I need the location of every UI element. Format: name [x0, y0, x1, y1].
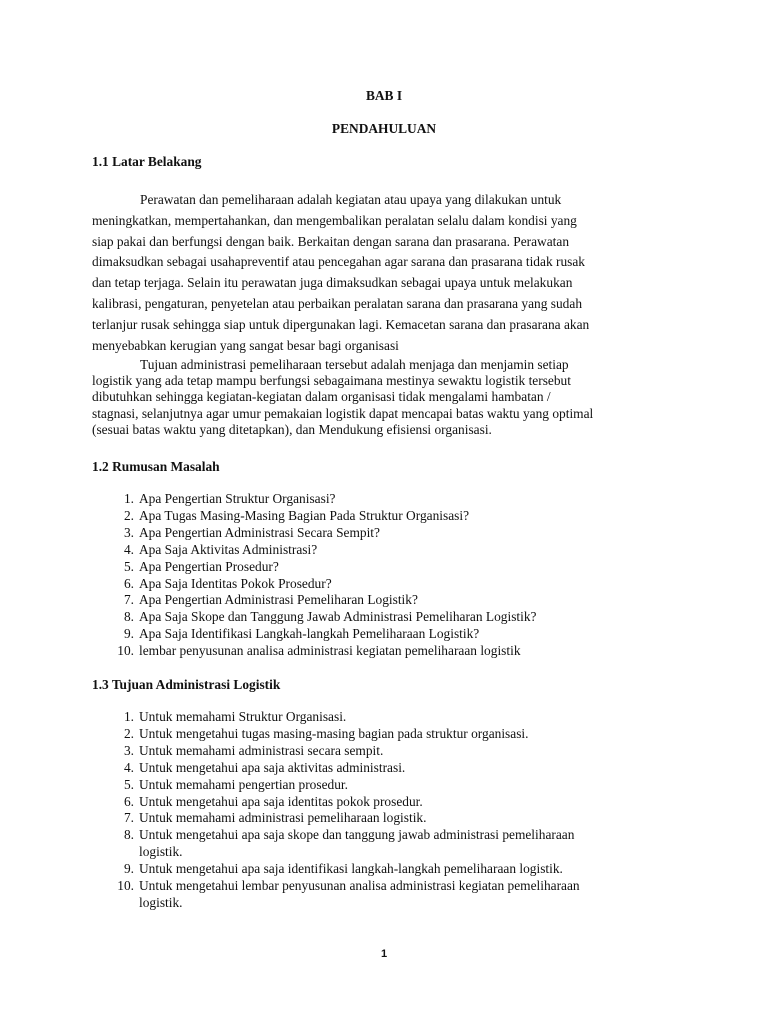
- paragraph-line: logistik yang ada tetap mampu berfungsi sebagaimana mestinya sewaktu logistik tersebut: [92, 373, 571, 389]
- paragraph-line: dimaksudkan sebagai usahapreventif atau pencegahan agar sarana dan prasarana tidak rusak: [92, 254, 585, 270]
- list-item-text: Untuk mengetahui apa saja identitas pokok prosedur.: [139, 793, 423, 809]
- list-item-number: 3.: [123, 524, 134, 540]
- list-item-number: 4.: [123, 759, 134, 775]
- list-item: [92, 709, 580, 726]
- list-item-number: 10.: [117, 643, 134, 659]
- list-item-number: 6.: [123, 575, 134, 591]
- list-item-text: Apa Saja Skope dan Tanggung Jawab Administrasi Pemeliharan Logistik?: [139, 609, 537, 625]
- section-heading-rumusan-masalah: 1.2 Rumusan Masalah: [92, 459, 220, 474]
- list-item-number: 8.: [123, 609, 134, 625]
- paragraph-line: stagnasi, selanjutnya agar umur pemakaian logistik dapat mencapai batas waktu yang optimal: [92, 405, 594, 421]
- list-item-number: 3.: [123, 742, 134, 758]
- paragraph-line: terlanjur rusak sehingga siap untuk dipergunakan lagi. Kemacetan sarana dan prasarana akan: [92, 316, 590, 332]
- paragraph-line: dibutuhkan sehingga kegiatan-kegiatan dalam organisasi tidak mengalami hambatan /: [92, 389, 551, 405]
- rumusan-masalah-list: [92, 491, 537, 660]
- list-item-number: 2.: [123, 507, 134, 523]
- paragraph-tujuan: [92, 357, 678, 438]
- list-item: [92, 626, 537, 643]
- list-item-text: Apa Tugas Masing-Masing Bagian Pada Struktur Organisasi?: [139, 507, 470, 523]
- list-item-number: 5.: [123, 776, 134, 792]
- list-item: [92, 576, 537, 593]
- list-item-text: Apa Saja Aktivitas Administrasi?: [139, 541, 318, 557]
- list-item-text: Apa Pengertian Struktur Organisasi?: [139, 491, 336, 506]
- list-item-number: 9.: [123, 626, 134, 642]
- chapter-label: BAB I: [365, 88, 403, 103]
- list-item-number: 9.: [123, 861, 134, 877]
- list-item-number: 2.: [123, 725, 134, 741]
- paragraph-line: siap pakai dan berfungsi dengan baik. Berkaitan dengan sarana dan prasarana. Perawatan: [92, 233, 570, 249]
- list-item-number: 1.: [123, 491, 134, 506]
- list-item-text: Apa Saja Identifikasi Langkah-langkah Pemeliharaan Logistik?: [139, 626, 480, 642]
- list-item: [92, 777, 580, 794]
- page-number: 1: [380, 948, 388, 960]
- list-item-text: Apa Pengertian Administrasi Secara Sempit?: [139, 524, 380, 540]
- section-heading-latar-belakang: 1.1 Latar Belakang: [92, 154, 202, 169]
- list-item: [92, 491, 537, 508]
- list-item-text: Apa Pengertian Administrasi Pemeliharan Logistik?: [139, 592, 418, 608]
- list-item-text: Untuk mengetahui apa saja skope dan tanggung jawab administrasi pemeliharaan: [139, 827, 575, 843]
- list-item-number: 7.: [123, 592, 134, 608]
- chapter-title: PENDAHULUAN: [331, 121, 437, 136]
- section-heading-tujuan-administrasi: 1.3 Tujuan Administrasi Logistik: [92, 677, 281, 692]
- list-item-text: Untuk mengetahui tugas masing-masing bagian pada struktur organisasi.: [139, 725, 529, 741]
- tujuan-list: [92, 709, 580, 912]
- list-item-number: 4.: [123, 541, 134, 557]
- list-item-text: Untuk mengetahui apa saja identifikasi langkah-langkah pemeliharaan logistik.: [139, 861, 563, 877]
- list-item: [92, 592, 537, 609]
- list-item-number: 1.: [123, 709, 134, 724]
- list-item: [92, 559, 537, 576]
- list-item: [92, 810, 580, 827]
- paragraph-line: dan tetap terjaga. Selain itu perawatan juga dimaksudkan sebagai upaya untuk melakukan: [92, 275, 573, 291]
- paragraph-line: Perawatan dan pemeliharaan adalah kegiatan atau upaya yang dilakukan untuk: [140, 192, 562, 207]
- list-item-text: Untuk memahami Struktur Organisasi.: [139, 709, 347, 724]
- list-item-text: Untuk memahami administrasi secara sempit.: [139, 742, 384, 758]
- list-item: [92, 878, 580, 912]
- list-item: [92, 609, 537, 626]
- list-item-text: Untuk memahami administrasi pemeliharaan logistik.: [139, 810, 427, 826]
- list-item-text: logistik.: [139, 894, 183, 910]
- list-item: [92, 794, 580, 811]
- list-item: [92, 508, 537, 525]
- paragraph-line: kalibrasi, pengaturan, penyetelan atau perbaikan peralatan sarana dan prasarana yang sudah: [92, 295, 583, 311]
- list-item-text: Untuk memahami pengertian prosedur.: [139, 776, 348, 792]
- paragraph-line: meningkatkan, mempertahankan, dan mengembalikan peralatan selalu dalam kondisi yang: [92, 212, 577, 228]
- list-item: [92, 726, 580, 743]
- list-item-number: 5.: [123, 558, 134, 574]
- list-item-number: 7.: [123, 810, 134, 826]
- list-item: [92, 525, 537, 542]
- list-item-number: 10.: [117, 878, 134, 894]
- list-item-number: 6.: [123, 793, 134, 809]
- list-item: [92, 643, 537, 660]
- list-item-number: 8.: [123, 827, 134, 843]
- paragraph-line: Tujuan administrasi pemeliharaan tersebut adalah menjaga dan menjamin setiap: [140, 357, 569, 372]
- list-item-text: Untuk mengetahui apa saja aktivitas administrasi.: [139, 759, 406, 775]
- list-item-text: Apa Pengertian Prosedur?: [139, 558, 279, 574]
- paragraph-line: (sesuai batas waktu yang ditetapkan), dan Mendukung efisiensi organisasi.: [92, 421, 492, 437]
- list-item-text: logistik.: [139, 844, 183, 860]
- list-item: [92, 827, 580, 861]
- paragraph-latar-belakang: [92, 190, 678, 356]
- list-item-text: Untuk mengetahui lembar penyusunan analisa administrasi kegiatan pemeliharaan: [139, 878, 580, 894]
- list-item: [92, 861, 580, 878]
- paragraph-line: menyebabkan kerugian yang sangat besar bagi organisasi: [92, 337, 399, 353]
- list-item: [92, 542, 537, 559]
- list-item: [92, 760, 580, 777]
- list-item-text: lembar penyusunan analisa administrasi kegiatan pemeliharaan logistik: [139, 643, 521, 659]
- list-item-text: Apa Saja Identitas Pokok Prosedur?: [139, 575, 332, 591]
- list-item: [92, 743, 580, 760]
